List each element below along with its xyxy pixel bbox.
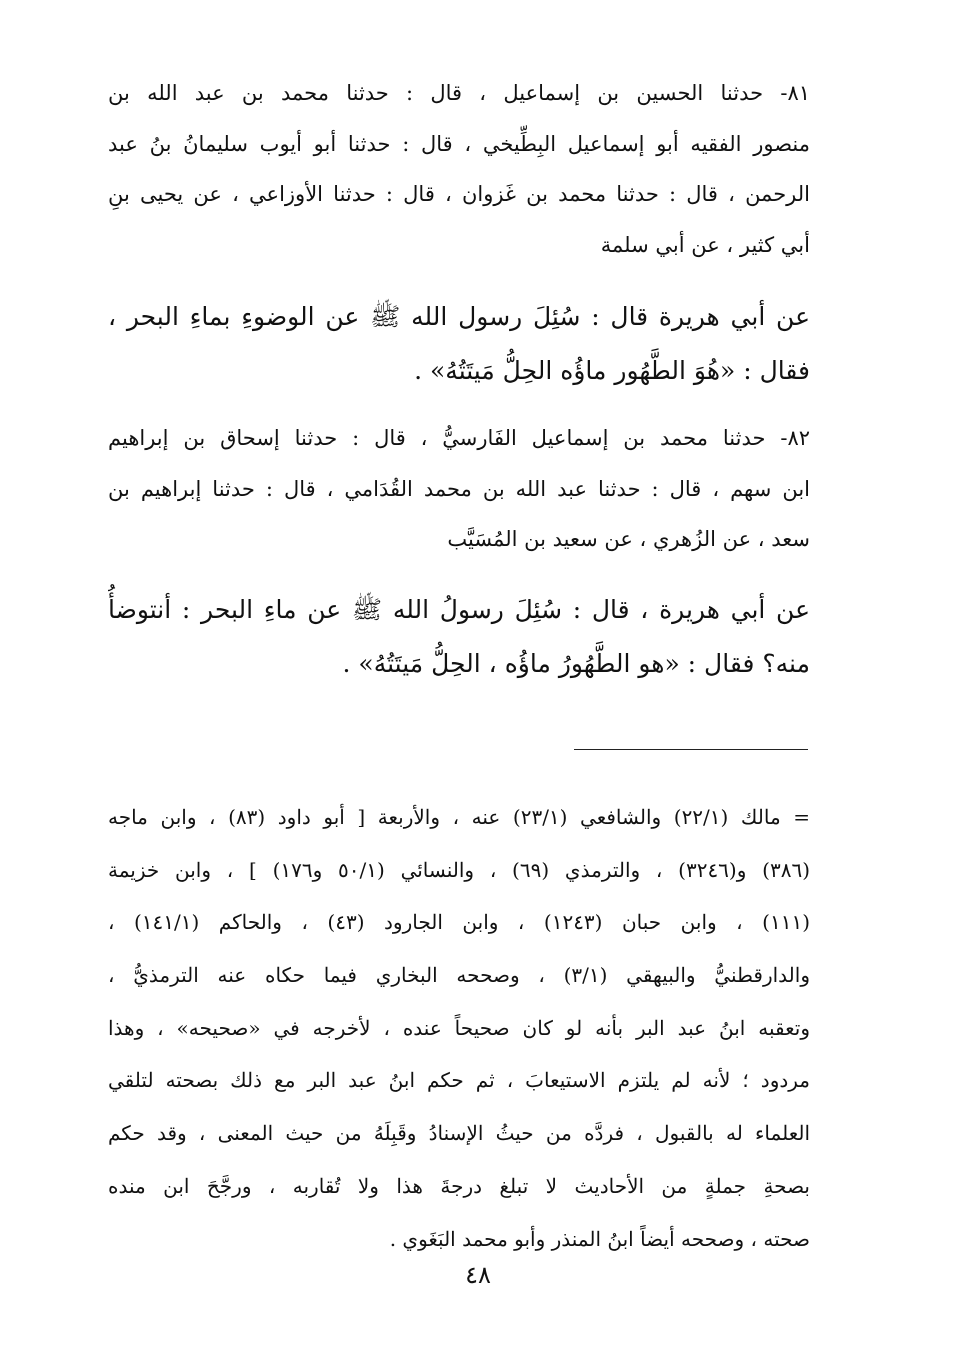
footnote-line: (١١١) ، وابن حبان (١٢٤٣) ، وابن الجارود (٤٣) ، والحاكم (١٤١/١) ، [108, 910, 810, 935]
hadith-82-isnad [108, 413, 810, 565]
footnote-line: العلماء له بالقبول ، فردَّه من حيثُ الإسنادُ وقَبِلَهُ من حيث المعنى ، وقد حكم [108, 1121, 810, 1146]
footnote [108, 791, 810, 1265]
footnote-line: صحته ، وصححه أيضاً ابنُ المنذر وأبو محمد البَغَوي . [389, 1226, 810, 1251]
footnote-line: (٣٨٦) و(٣٢٤٦) ، والترمذي (٦٩) ، والنسائي (٥٠/١ و١٧٦) ] ، وابن خزيمة [108, 857, 810, 882]
text-line: عن أبي هريرة قال : سُئِلَ رسول الله ﷺ عن الوضوءِ بماءِ البحر ، [108, 302, 810, 331]
footnote-line: والدارقطنيُّ والبيهقي (٣/١) ، وصححه البخاري فيما حكاه عنه الترمذيُّ ، [108, 963, 810, 988]
hadith-82-matn [108, 583, 810, 691]
hadith-81-isnad [108, 68, 810, 270]
text-line: أبي كثير ، عن أبي سلمة [600, 232, 810, 257]
text-line: ٨١- حدثنا الحسين بن إسماعيل ، قال : حدثنا محمد بن عبد الله بن [108, 81, 810, 105]
text-line: سعد ، عن الزُهري ، عن سعيد بن المُسَيَّب [447, 527, 810, 551]
text-line: فقال : «هُوَ الطَّهُور ماؤُه الحِلُّ مَيتَتُهُ» . [414, 356, 810, 385]
text-line: عن أبي هريرة ، قال : سُئِلَ رسولُ الله ﷺ عن ماءِ البحر : أنتوضأُ [108, 595, 810, 624]
text-line: منه؟ فقال : «هو الطَّهُورُ ماؤُه ، الحِلُّ مَيتَتُهُ» . [342, 649, 810, 678]
footnote-line: وتعقبه ابنُ عبد البر بأنه لو كان صحيحاً عنده ، لأخرجه في «صحيحه» ، وهذا [108, 1015, 810, 1040]
footnote-line: مردود ؛ لأنه لم يلتزم الاستيعابَ ، ثم حكم ابنُ عبد البر مع ذلك بصحته لتلقي [108, 1068, 810, 1093]
text-line: الرحمن ، قال : حدثنا محمد بن غَزوان ، قال : حدثنا الأوزاعي ، عن يحيى بنِ [108, 182, 810, 206]
text-line: ابن سهم ، قال : حدثنا عبد الله بن محمد القُدَامي ، قال : حدثنا إبراهيم بن [108, 476, 810, 501]
footnote-line: بصحةِ جملةٍ من الأحاديث لا تبلغ درجةَ هذا ولا تُقاربه ، ورجَّحَ ابن منده [108, 1173, 810, 1198]
footnote-separator [574, 749, 808, 750]
footnote-line: = مالك (٢٢/١) والشافعي (٢٣/١) عنه ، والأربعة [ أبو داود (٨٣) ، وابن ماجه [108, 805, 810, 829]
text-line: منصور الفقيه أبو إسماعيل البِطِّيخي ، قال : حدثنا أبو أيوب سليمانُ بنُ عبد [108, 131, 810, 156]
hadith-81-matn [108, 290, 810, 398]
page-number: ٤٨ [465, 1261, 491, 1289]
text-line: ٨٢- حدثنا محمد بن إسماعيل الفَارسيُّ ، قال : حدثنا إسحاق بن إبراهيم [108, 426, 810, 450]
